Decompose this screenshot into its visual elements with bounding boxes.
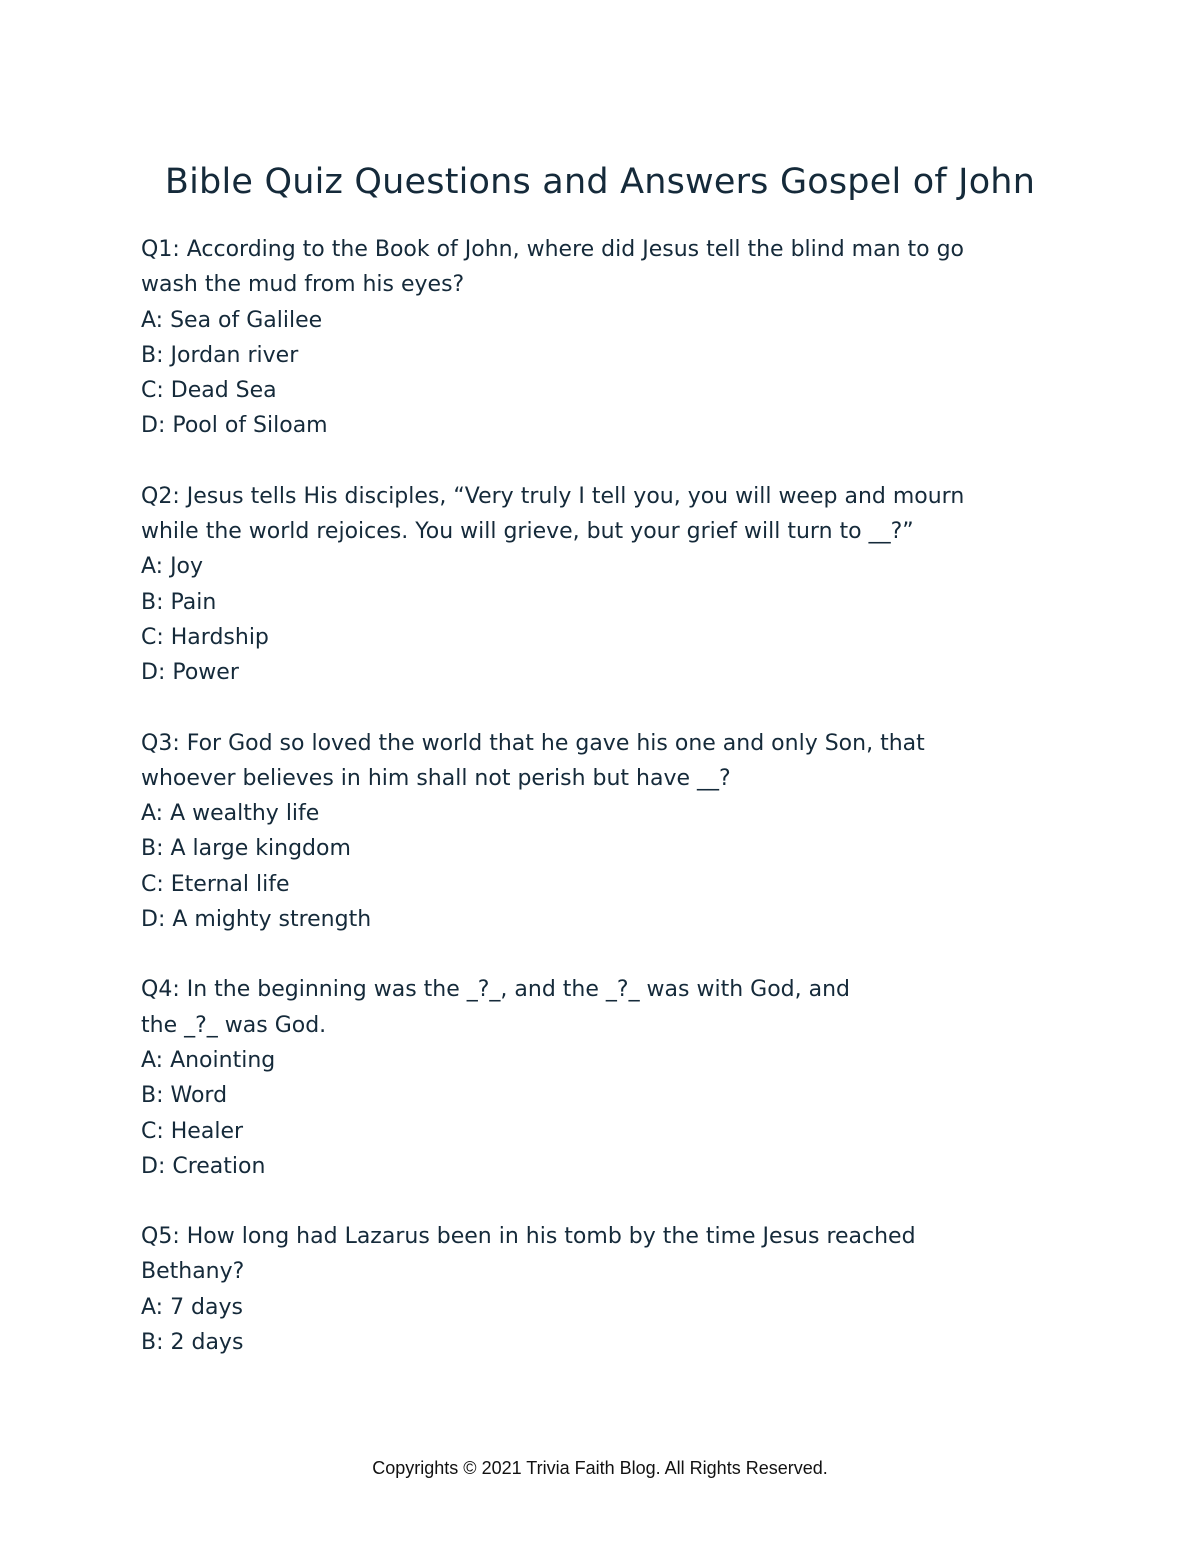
answer-option: D: Pool of Siloam [141, 413, 328, 439]
answer-option: D: Creation [141, 1153, 266, 1179]
answer-option: A: Sea of Galilee [141, 307, 323, 333]
question-text-line: the _?_ was God. [141, 1012, 327, 1038]
question-block-3 [141, 726, 1061, 938]
question-block-2 [141, 479, 1061, 691]
answer-option: C: Hardship [141, 624, 269, 650]
question-text-line: Q1: According to the Book of John, where did Jesus tell the blind man to go [141, 237, 965, 262]
document-title: Bible Quiz Questions and Answers Gospel of John [164, 162, 1036, 202]
question-text-line: while the world rejoices. You will grieve, but your grief will turn to __?” [141, 519, 914, 545]
question-block-1 [141, 232, 1061, 444]
answer-option: C: Healer [141, 1118, 244, 1144]
answer-option: A: Anointing [141, 1047, 276, 1073]
answer-option: C: Eternal life [141, 871, 290, 897]
question-text-line: Q3: For God so loved the world that he gave his one and only Son, that [141, 730, 925, 756]
answer-option: B: Jordan river [141, 342, 299, 368]
quiz-list [141, 232, 1061, 1395]
question-text-line: wash the mud from his eyes? [141, 272, 465, 298]
answer-option: B: Pain [141, 589, 217, 615]
question-text-line: Q5: How long had Lazarus been in his tomb by the time Jesus reached [141, 1224, 916, 1250]
answer-option: A: A wealthy life [141, 801, 320, 827]
question-text-line: Q4: In the beginning was the _?_, and the _?_ was with God, and [141, 977, 851, 1003]
question-text-line: Bethany? [141, 1259, 245, 1285]
question-text-line: whoever believes in him shall not perish but have __? [141, 765, 731, 791]
question-block-5 [141, 1219, 1061, 1360]
copyright-footer: Copyrights © 2021 Trivia Faith Blog. All Rights Reserved. [372, 1458, 828, 1478]
answer-option: D: Power [141, 660, 239, 686]
question-text-line: Q2: Jesus tells His disciples, “Very truly I tell you, you will weep and mourn [141, 483, 965, 509]
answer-option: B: Word [141, 1083, 228, 1109]
answer-option: C: Dead Sea [141, 378, 277, 404]
answer-option: B: 2 days [141, 1330, 244, 1356]
answer-option: B: A large kingdom [141, 836, 351, 862]
answer-option: A: 7 days [141, 1294, 243, 1320]
answer-option: D: A mighty strength [141, 907, 372, 933]
question-block-4 [141, 972, 1061, 1184]
answer-option: A: Joy [141, 554, 204, 580]
